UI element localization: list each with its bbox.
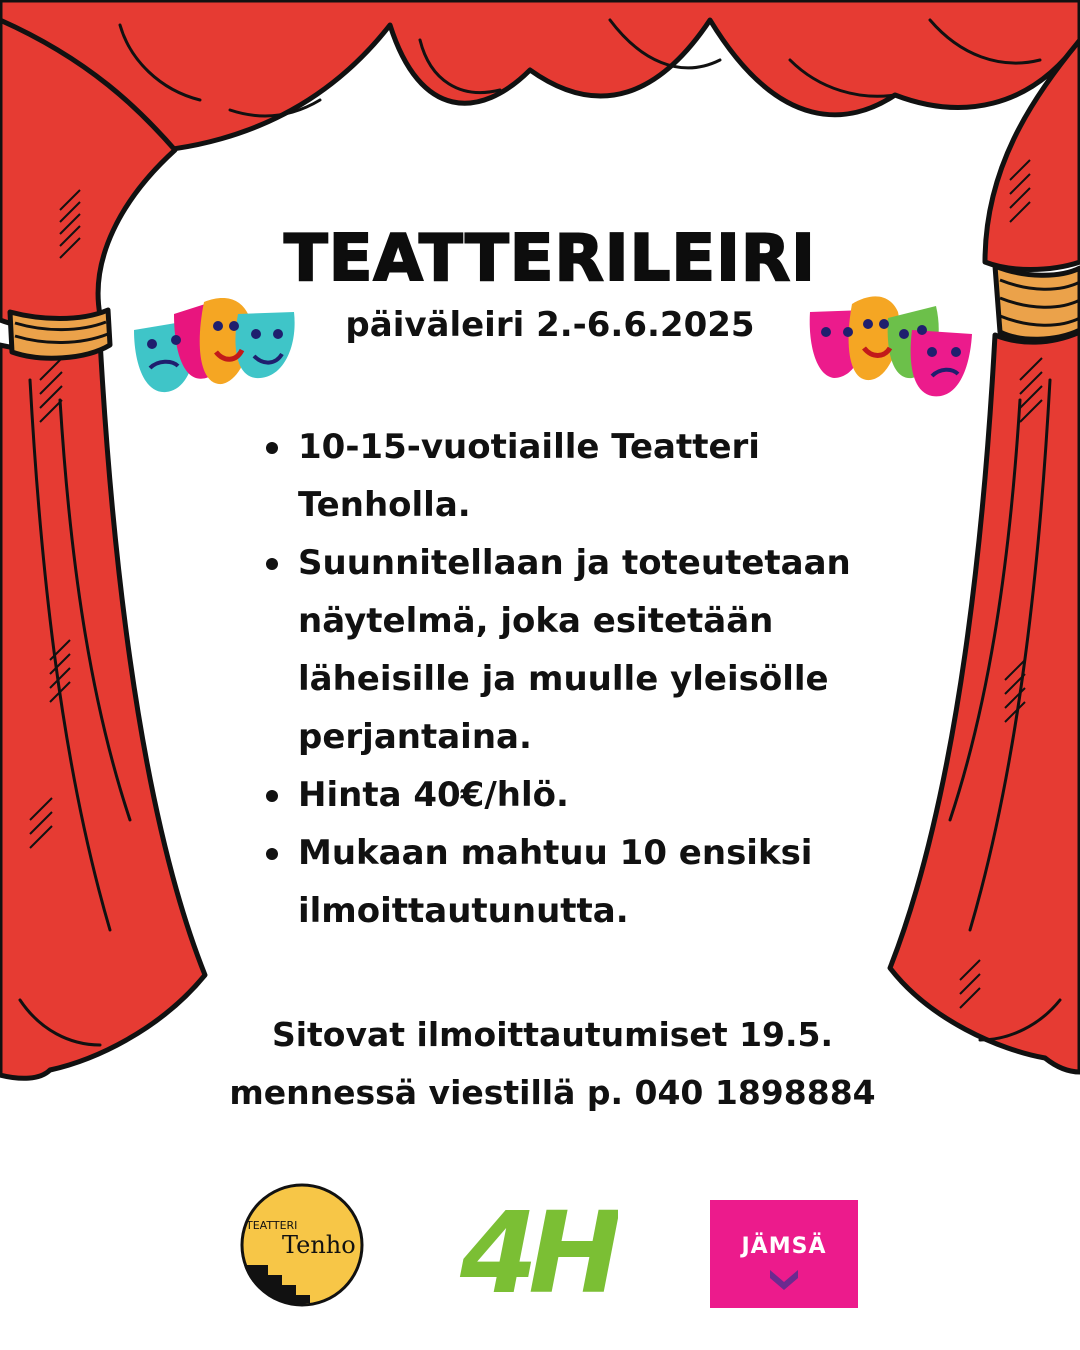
- deadline-line: Sitovat ilmoittautumiset 19.5.: [271, 1015, 834, 1054]
- 4h-text: 4H: [460, 1198, 616, 1298]
- registration-info: [0, 1006, 1080, 1122]
- heart-chevron-icon: [768, 1268, 800, 1292]
- poster-subtitle: päiväleiri 2.-6.6.2025: [345, 305, 755, 345]
- list-item: Suunnitellaan ja toteutetaan näytelmä, joka esitetään läheisille ja muulle yleisölle perjantaina.: [258, 534, 878, 766]
- list-item: 10-15-vuotiaille Teatteri Tenholla.: [258, 418, 878, 534]
- poster-title: TEATTERILEIRI: [284, 222, 816, 296]
- tenho-big-text: Tenho: [282, 1231, 356, 1259]
- theatre-masks-icon: [132, 292, 302, 402]
- list-item: Mukaan mahtuu 10 ensiksi ilmoittautunutta.: [258, 824, 878, 940]
- info-list: [258, 418, 878, 940]
- jamsa-logo: [710, 1200, 858, 1308]
- jamsa-text: JÄMSÄ: [741, 1234, 827, 1259]
- tenho-small-text: TEATTERI: [246, 1219, 298, 1232]
- 4h-logo: [458, 1198, 618, 1298]
- theatre-masks-icon: [808, 290, 978, 400]
- contact-line: mennessä viestillä p. 040 1898884: [229, 1073, 876, 1112]
- teatteri-tenho-logo: [238, 1183, 366, 1307]
- list-item: Hinta 40€/hlö.: [258, 766, 878, 824]
